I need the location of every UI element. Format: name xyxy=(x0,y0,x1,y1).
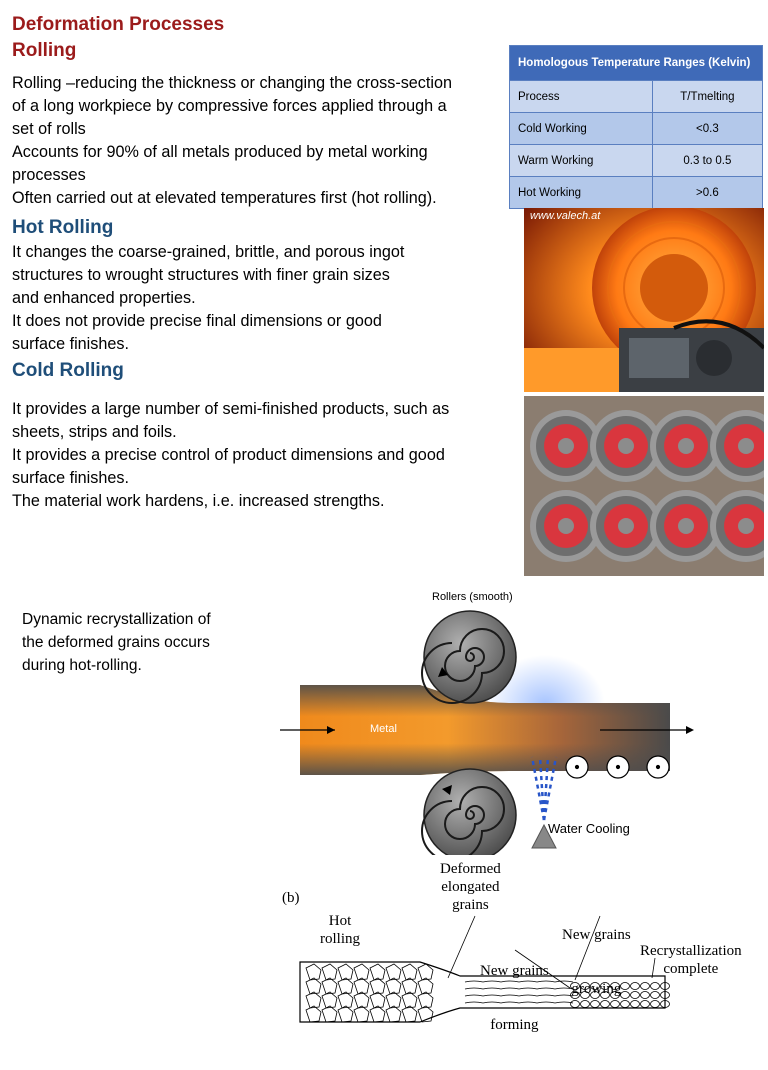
water-cooling-label: Water Cooling xyxy=(548,821,630,836)
recrystallization-note xyxy=(22,608,211,677)
metal-label: Metal xyxy=(370,723,397,735)
hot-rolling-heading: Hot Rolling xyxy=(12,217,114,238)
new-grains-forming-caption xyxy=(480,926,549,1070)
hot-coil-photo xyxy=(524,208,764,392)
temperature-table xyxy=(509,45,763,209)
text-line: of a long workpiece by compressive forces applied through a xyxy=(12,97,447,115)
text-line: the deformed grains occurs xyxy=(22,634,210,651)
microstructure-diagram xyxy=(270,858,768,1033)
caption-line: grains xyxy=(452,897,489,913)
text-line: It provides a large number of semi-finished products, such as xyxy=(12,400,450,418)
table-cell: Warm Working xyxy=(510,145,653,177)
page-subtitle: Rolling xyxy=(12,40,77,61)
table-cell: Cold Working xyxy=(510,113,653,145)
text-line: Accounts for 90% of all metals produced by metal working xyxy=(12,143,428,161)
table-cell: >0.6 xyxy=(652,177,762,209)
text-line: Often carried out at elevated temperatures first (hot rolling). xyxy=(12,189,437,207)
table-header-cell: Process xyxy=(510,81,653,113)
caption-line: New grains xyxy=(480,963,549,979)
deformed-caption xyxy=(440,860,501,914)
cold-rolling-heading: Cold Rolling xyxy=(12,360,124,381)
table-row xyxy=(510,113,763,145)
table-title: Homologous Temperature Ranges (Kelvin) xyxy=(510,46,763,81)
caption-line: Recrystallization xyxy=(640,943,742,959)
cold-rolling-text xyxy=(12,398,449,513)
cold-rollers-photo xyxy=(524,396,764,576)
text-line: Rolling –reducing the thickness or changing the cross-section xyxy=(12,74,453,92)
panel-label: (b) xyxy=(282,890,300,906)
text-line: and enhanced properties. xyxy=(12,289,196,307)
text-line: sheets, strips and foils. xyxy=(12,423,177,441)
text-line: surface finishes. xyxy=(12,335,129,353)
text-line: processes xyxy=(12,166,86,184)
table-row xyxy=(510,177,763,209)
table-header-cell: T/Tmelting xyxy=(652,81,762,113)
text-line: It provides a precise control of product dimensions and good xyxy=(12,446,445,464)
caption-line: growing xyxy=(571,981,622,997)
text-line: It changes the coarse-grained, brittle, and porous ingot xyxy=(12,243,405,261)
caption-line: complete xyxy=(663,961,719,977)
table-header-row xyxy=(510,81,763,113)
caption-line: Deformed xyxy=(440,861,501,877)
intro-text xyxy=(12,72,452,210)
text-line: Dynamic recrystallization of xyxy=(22,611,211,628)
caption-line: Hot xyxy=(328,913,352,929)
caption-line: New grains xyxy=(562,927,631,943)
page-title: Deformation Processes xyxy=(12,14,225,35)
caption-line: rolling xyxy=(320,931,360,947)
hot-rolling-caption xyxy=(320,912,360,948)
table-cell: <0.3 xyxy=(652,113,762,145)
support-rollers xyxy=(566,756,669,778)
caption-line: forming xyxy=(490,1017,539,1033)
table-cell: Hot Working xyxy=(510,177,653,209)
new-grains-growing-caption xyxy=(562,890,631,1034)
text-line: structures to wrought structures with finer grain sizes xyxy=(12,266,390,284)
text-line: It does not provide precise final dimensions or good xyxy=(12,312,382,330)
roller-wheel xyxy=(710,490,764,562)
temperature-table-container xyxy=(509,45,763,209)
text-line: during hot-rolling. xyxy=(22,657,142,674)
photo-watermark: www.valech.at xyxy=(530,210,601,222)
rollers-label: Rollers (smooth) xyxy=(432,591,513,603)
table-row xyxy=(510,145,763,177)
text-line: surface finishes. xyxy=(12,469,129,487)
caption-line: elongated xyxy=(441,879,500,895)
hot-rolling-diagram xyxy=(270,585,710,855)
table-cell: 0.3 to 0.5 xyxy=(652,145,762,177)
hot-rolling-text xyxy=(12,241,404,356)
text-line: The material work hardens, i.e. increased strengths. xyxy=(12,492,385,510)
roller-wheel xyxy=(710,410,764,482)
recrystallization-caption xyxy=(640,942,742,978)
text-line: set of rolls xyxy=(12,120,86,138)
